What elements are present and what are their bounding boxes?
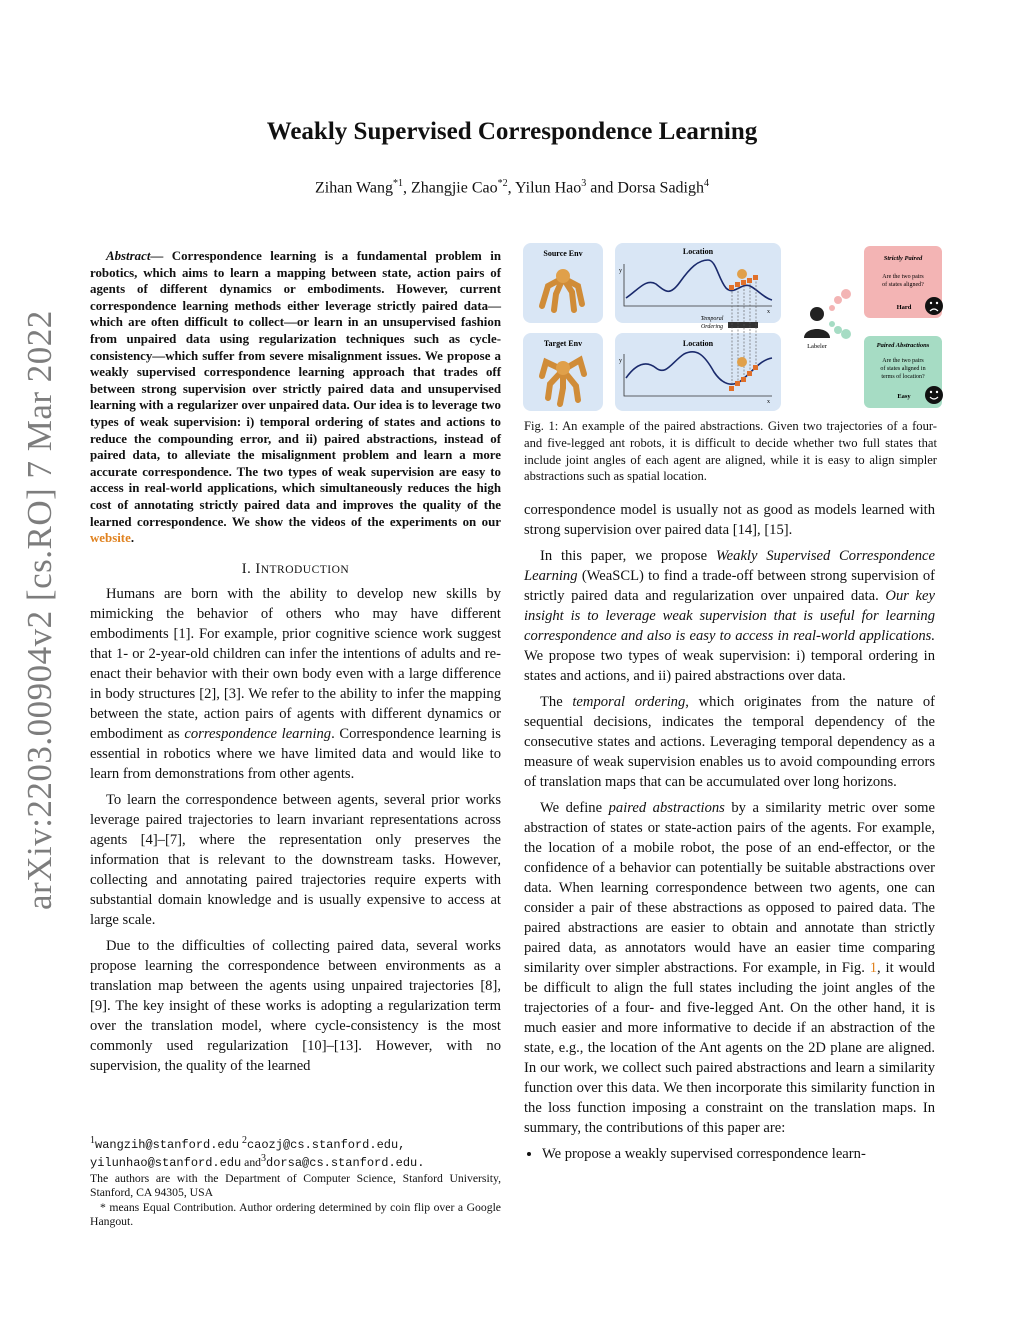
strictly-paired-difficulty: Hard	[896, 304, 912, 311]
author-1: Zihan Wang	[315, 179, 393, 197]
author-2-affil: *2	[497, 178, 508, 189]
caption-label: Fig. 1:	[524, 419, 559, 433]
target-env-label: Target Env	[543, 339, 583, 348]
axis-x-top: x	[767, 309, 770, 315]
labeler-person-icon	[804, 307, 830, 338]
footnote-equal-contribution: * means Equal Contribution. Author ordering determined by coin flip over a Google Hangout.	[90, 1200, 501, 1228]
ant-marker-bottom	[737, 357, 747, 367]
sad-face-icon	[925, 297, 943, 315]
para-emphasis: Weakly Supervised Correspondence Learning	[524, 548, 935, 584]
abstract-lead: Abstract	[106, 249, 151, 263]
intro-paragraph-2	[90, 790, 501, 930]
email-4: dorsa@cs.stanford.edu.	[266, 1155, 425, 1170]
paired-abstractions-q3: terms of location?	[881, 374, 925, 380]
right-paragraph-0: correspondence model is usually not as good as models learned with strong supervision over paired data [14], [15].	[524, 502, 935, 538]
author-1-affil: *1	[392, 178, 403, 189]
fn-sup-1: 1	[90, 1135, 95, 1146]
contribution-item: • We propose a weakly supervised correspondence learn-	[542, 1144, 935, 1164]
caption-text: An example of the paired abstractions. Given two trajectories of a four- and five-legged ant robots, it is difficult to decide whether two full states that include joint angles of each agent are aligned, while it is easy to align simpler abstractions such as spatial location.	[524, 419, 937, 484]
para-text: , it would be difficult to align the full states including the joint angles of the trajectories of a four- and five-legged Ant. On the other hand, it is much easier and more informative to decide if an abstraction of the state, e.g., the location of the Ant agents on the 2D plane are aligned. In our work, we collect such paired abstractions and learn a similarity function over this data. We then incorporate this similarity function in the loss function imposing a constraint on the translation maps. In summary, the contributions of this paper are:	[524, 960, 935, 1136]
author-4: Dorsa Sadigh	[617, 179, 704, 197]
para-text: . Correspondence learning is essential in robotics where we have limited data and would like to learn from demonstrations from other agents.	[90, 725, 501, 782]
section-head-rest: NTRODUCTION	[260, 563, 350, 576]
strictly-paired-q1: Are the two pairs	[882, 274, 924, 280]
paired-abstractions-q2: of states aligned in	[880, 366, 926, 372]
ant-marker-top	[737, 269, 747, 279]
left-column	[90, 248, 501, 1082]
thought-bubbles	[829, 289, 851, 339]
footnote-affiliation: The authors are with the Department of Computer Science, Stanford University, Stanford, CA 94305, USA	[90, 1172, 501, 1200]
author-2: Zhangjie Cao	[410, 179, 498, 197]
para-text: The	[540, 694, 573, 710]
source-env-label: Source Env	[543, 249, 583, 258]
right-paragraph-1	[524, 546, 935, 686]
para-text: In this paper, we propose	[540, 548, 716, 564]
figure-1	[520, 238, 952, 413]
fn-sup-2: 2	[241, 1135, 247, 1146]
temporal-ordering-label-2: Ordering	[700, 324, 724, 330]
paired-abstractions-q1: Are the two pairs	[882, 358, 924, 364]
paired-abstractions-title: Paired Abstractions	[876, 342, 930, 349]
labeler-label: Labeler	[807, 343, 827, 350]
axis-y-bottom: y	[619, 358, 622, 364]
figure-reference-link[interactable]: 1	[869, 960, 878, 976]
para-text: by a similarity metric over some abstraction of states or state-action pairs of the agents. For example, the location of a mobile robot, the pose of an end-effector, or the confidence of a behavior can potentially be suitable abstractions over data. When learning correspondence between two agents, one can consider a pair of these abstractions as opposed to paired data. The paired abstractions are easier to obtain and annotate than strictly paired data, as annotators would have an easier time comparing similarity over simpler abstractions. For example, in Fig.	[524, 800, 935, 976]
author-and: and	[590, 179, 614, 197]
intro-paragraph-1	[90, 584, 501, 784]
author-list: Zihan Wang$^{*1}$, Zhangjie Cao$^{*2}$, Yilun Hao$^3$ and Dorsa Sadigh$^4$	[315, 178, 709, 197]
fn-sup-4: 3	[261, 1153, 267, 1165]
para-emphasis: correspondence learning	[184, 725, 332, 742]
right-column	[524, 500, 935, 1164]
section-numeral: I.	[241, 560, 252, 577]
author-3: Yilun Hao	[515, 179, 582, 197]
paired-abstractions-difficulty: Easy	[897, 393, 911, 400]
arxiv-identifier: arXiv:2203.00904v2 [cs.RO] 7 Mar 2022	[20, 310, 59, 910]
para-text: We propose two types of weak supervision: i) temporal ordering in states and actions, and ii) paired abstractions over data.	[524, 648, 935, 684]
section-heading-introduction	[90, 559, 501, 580]
para-text: We define	[540, 800, 609, 816]
fn-and: and	[244, 1155, 262, 1169]
right-paragraph-2	[524, 692, 935, 792]
location-label-bottom: Location	[682, 339, 714, 348]
para-text: (WeaSCL) to find a trade-off between strong supervision of strictly paired data and regularization over unpaired data.	[524, 568, 935, 604]
happy-face-icon	[925, 386, 943, 404]
para-text: Humans are born with the ability to develop new skills by mimicking the behavior of others who may have different embodiments [1]. For example, prior cognitive science work suggest that 1- or 2-year-old children can infer the intentions of adults and re-enact their behavior with their own body even with a large difference in body structures [2], [3]. We refer to the ability to infer the mapping between the state, action pairs of agents with different dynamics or embodiment as	[90, 585, 501, 742]
footnotes	[90, 1134, 501, 1229]
para-text: Due to the difficulties of collecting paired data, several works propose learning the correspondence between environments as a translation map between the agents using unpaired trajectories [8], [9]. The key insight of these works is adopting a regularization term over the translation model, where cycle-consistency is the most commonly used regularization [10]–[13]. However, with no supervision, the quality of the learned	[90, 937, 501, 1074]
axis-x-bottom: x	[767, 399, 770, 405]
website-link[interactable]: website	[90, 531, 131, 546]
location-label-top: Location	[682, 247, 714, 256]
para-text: To learn the correspondence between agents, several prior works leverage paired trajectories to learn invariant representations across agents [4]–[7], where the representation only preserves the information that is relevant to the downstream tasks. However, collecting and annotating paired trajectories require experts with substantial domain knowledge and is usually expensive to access at large scale.	[90, 791, 501, 928]
temporal-ordering-label-1: Temporal	[700, 316, 724, 322]
intro-paragraph-3	[90, 936, 501, 1076]
para-emphasis: Our key insight is to leverage weak supervision that is useful for learning correspondence and also is easy to access in real-world applications.	[524, 588, 935, 644]
abstract-text: — Correspondence learning is a fundamental problem in robotics, which aims to learn a mapping between state, action pairs of agents of different dynamics or embodiments. However, current correspondence learning methods either leverage strictly paired data—which are often difficult to collect—or learn in an unsupervised fashion from unpaired data using regularization techniques such as cycle-consistency—which suffer from severe misalignment issues. We propose a weakly supervised correspondence learning approach that trades off between strong supervision over strictly paired data and unsupervised learning with a regularizer over unpaired data. Our idea is to leverage two types of weak supervision: i) temporal ordering of states and actions to reduce the compounding error, and ii) paired abstractions, instead of paired data, to alleviate the misalignment problem and learn a more accurate correspondence. The two types of weak supervision are easy to access in real-world applications, which simultaneously reduces the high cost of annotating strictly paired data and improves the quality of the learned correspondence. We show the videos of the experiments on our	[90, 249, 501, 529]
figure-1-caption	[524, 418, 937, 485]
para-text: , which originates from the nature of sequential decisions, indicates the temporal dependency of the consecutive states and actions. Leveraging temporal dependency as a measure of weak supervision enables us to avoid compounding errors of translation maps that can be accumulated over long horizons.	[524, 694, 935, 790]
temporal-ordering-bar	[728, 322, 758, 328]
para-emphasis: paired abstractions	[608, 800, 725, 816]
paper-title: Weakly Supervised Correspondence Learning	[266, 118, 758, 145]
abstract-end: .	[130, 531, 135, 546]
right-paragraph-3	[524, 798, 935, 1138]
email-1: wangzih@stanford.edu	[95, 1137, 240, 1152]
email-3: yilunhao@stanford.edu	[90, 1155, 242, 1170]
para-emphasis: temporal ordering	[572, 694, 686, 710]
author-4-affil: 4	[703, 178, 709, 189]
email-2: caozj@cs.stanford.edu,	[246, 1137, 406, 1152]
footnote-emails	[90, 1134, 501, 1170]
abstract	[90, 248, 501, 547]
author-3-affil: 3	[581, 178, 587, 189]
strictly-paired-title: Strictly Paired	[883, 255, 923, 262]
strictly-paired-q2: of states aligned?	[882, 282, 924, 288]
contribution-list	[524, 1144, 935, 1164]
axis-y-top: y	[619, 268, 622, 274]
section-head-first: I	[255, 560, 261, 577]
